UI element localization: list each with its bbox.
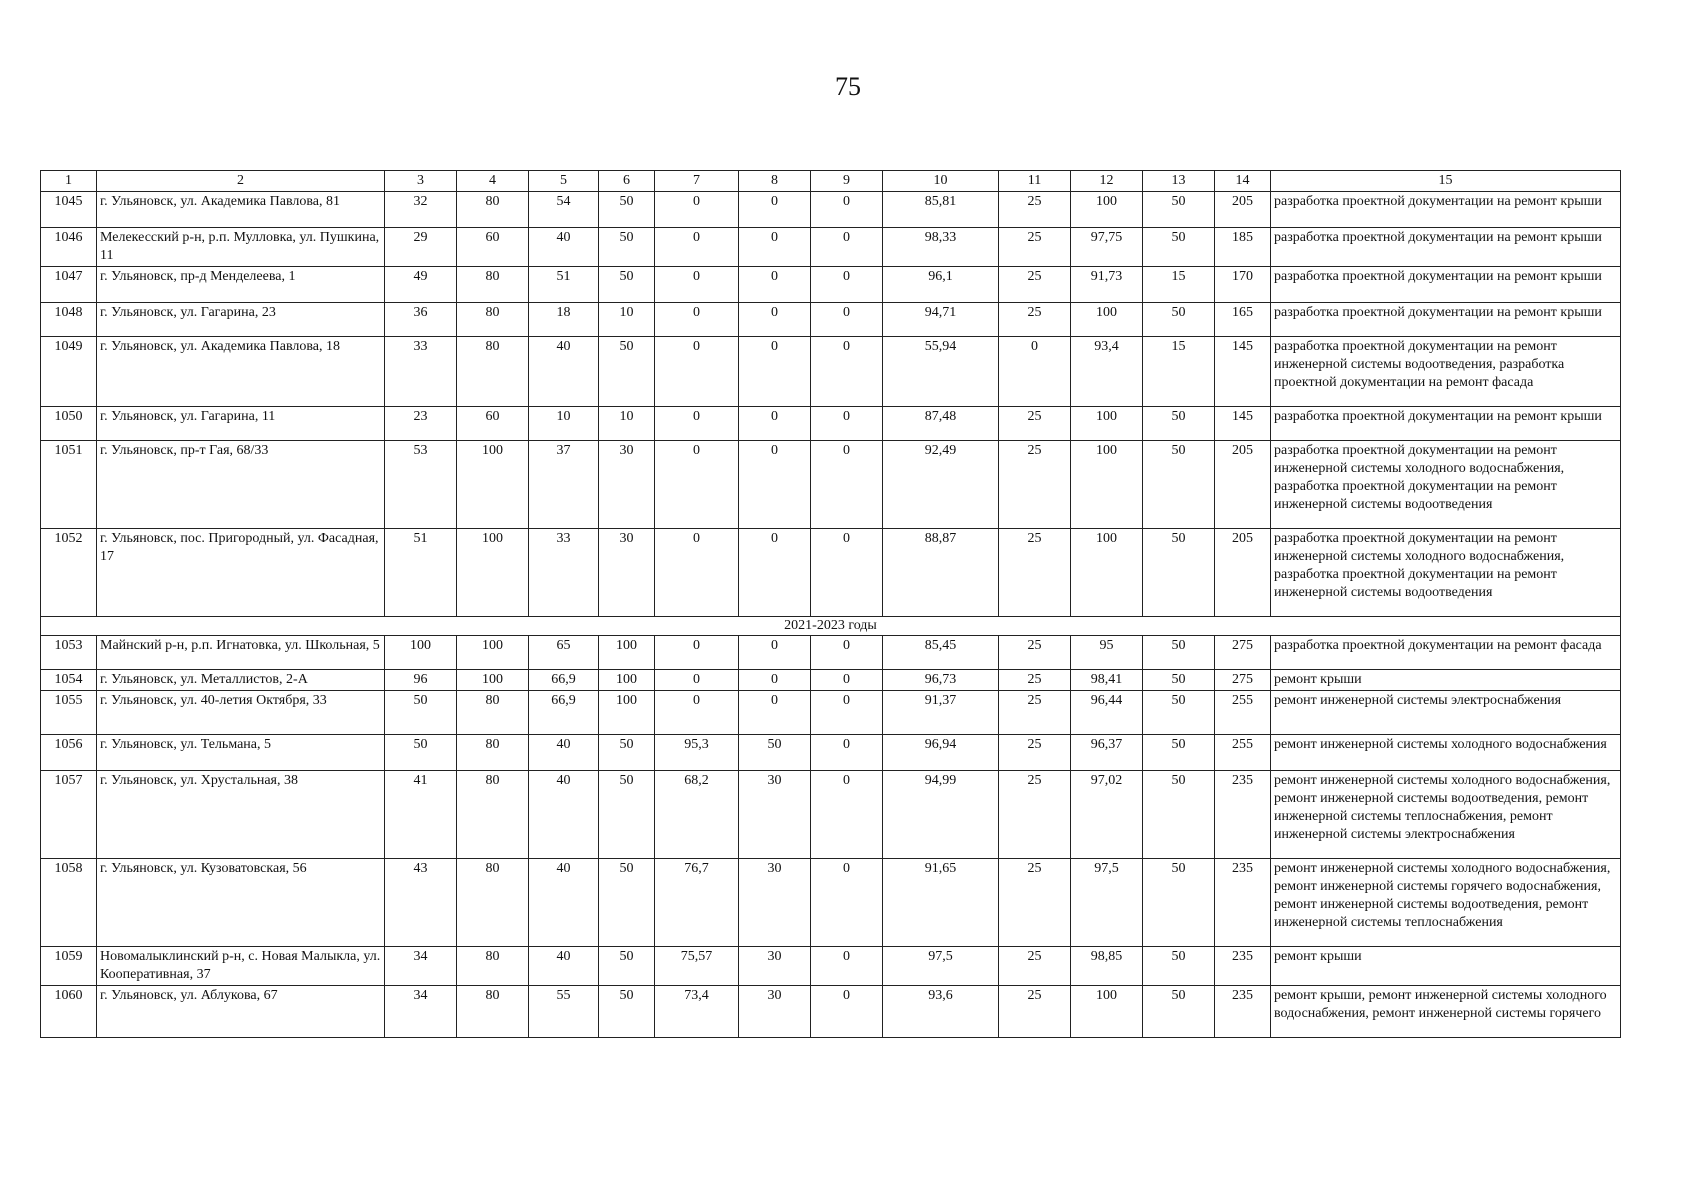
value-cell-col-4: 80 [457,947,529,986]
column-header-7: 7 [655,171,739,192]
value-cell-col-12: 100 [1071,441,1143,529]
value-cell-col-4: 80 [457,771,529,859]
value-cell-col-4: 80 [457,691,529,735]
value-cell-col-12: 100 [1071,407,1143,441]
value-cell-col-4: 80 [457,192,529,228]
column-header-6: 6 [599,171,655,192]
value-cell-col-8: 0 [739,670,811,691]
value-cell-col-4: 80 [457,267,529,303]
value-cell-col-14: 145 [1215,407,1271,441]
work-description-cell: разработка проектной документации на ремонт крыши [1271,407,1621,441]
address-cell: г. Ульяновск, ул. 40-летия Октября, 33 [97,691,385,735]
work-description-cell: ремонт крыши [1271,670,1621,691]
value-cell-col-10: 88,87 [883,529,999,617]
value-cell-col-14: 170 [1215,267,1271,303]
value-cell-col-7: 73,4 [655,986,739,1038]
value-cell-col-7: 0 [655,267,739,303]
value-cell-col-5: 40 [529,947,599,986]
address-cell: Мелекесский р-н, р.п. Мулловка, ул. Пушкина, 11 [97,228,385,267]
column-header-12: 12 [1071,171,1143,192]
section-label: 2021-2023 годы [41,617,1621,636]
value-cell-col-11: 25 [999,407,1071,441]
value-cell-col-7: 75,57 [655,947,739,986]
value-cell-col-8: 0 [739,192,811,228]
table-row [41,771,1621,859]
value-cell-col-10: 85,81 [883,192,999,228]
address-cell: г. Ульяновск, ул. Аблукова, 67 [97,986,385,1038]
value-cell-col-5: 37 [529,441,599,529]
value-cell-col-6: 50 [599,947,655,986]
work-description-cell: ремонт инженерной системы электроснабжения [1271,691,1621,735]
row-number-cell: 1045 [41,192,97,228]
column-header-8: 8 [739,171,811,192]
value-cell-col-12: 97,5 [1071,859,1143,947]
row-number-cell: 1056 [41,735,97,771]
value-cell-col-7: 0 [655,407,739,441]
row-number-cell: 1051 [41,441,97,529]
value-cell-col-9: 0 [811,441,883,529]
work-description-cell: ремонт крыши, ремонт инженерной системы холодного водоснабжения, ремонт инженерной системы горячего [1271,986,1621,1038]
work-description-cell: разработка проектной документации на ремонт крыши [1271,228,1621,267]
value-cell-col-7: 0 [655,670,739,691]
value-cell-col-9: 0 [811,691,883,735]
value-cell-col-14: 185 [1215,228,1271,267]
row-number-cell: 1047 [41,267,97,303]
value-cell-col-10: 55,94 [883,337,999,407]
address-cell: г. Ульяновск, пр-т Гая, 68/33 [97,441,385,529]
value-cell-col-9: 0 [811,192,883,228]
value-cell-col-7: 76,7 [655,859,739,947]
value-cell-col-11: 25 [999,192,1071,228]
address-cell: г. Ульяновск, ул. Металлистов, 2-А [97,670,385,691]
work-description-cell: разработка проектной документации на ремонт инженерной системы водоотведения, разработка проектной документации на ремонт фасада [1271,337,1621,407]
column-header-4: 4 [457,171,529,192]
value-cell-col-14: 165 [1215,303,1271,337]
value-cell-col-12: 100 [1071,303,1143,337]
value-cell-col-11: 0 [999,337,1071,407]
address-cell: г. Ульяновск, ул. Академика Павлова, 81 [97,192,385,228]
value-cell-col-7: 0 [655,228,739,267]
value-cell-col-8: 0 [739,691,811,735]
value-cell-col-10: 87,48 [883,407,999,441]
value-cell-col-6: 100 [599,636,655,670]
value-cell-col-11: 25 [999,986,1071,1038]
value-cell-col-3: 33 [385,337,457,407]
value-cell-col-7: 0 [655,529,739,617]
value-cell-col-9: 0 [811,337,883,407]
table-row [41,670,1621,691]
value-cell-col-13: 15 [1143,267,1215,303]
value-cell-col-11: 25 [999,771,1071,859]
value-cell-col-11: 25 [999,859,1071,947]
row-number-cell: 1055 [41,691,97,735]
value-cell-col-6: 50 [599,228,655,267]
value-cell-col-13: 50 [1143,192,1215,228]
value-cell-col-4: 80 [457,337,529,407]
value-cell-col-13: 50 [1143,771,1215,859]
value-cell-col-8: 0 [739,337,811,407]
value-cell-col-10: 91,65 [883,859,999,947]
row-number-cell: 1054 [41,670,97,691]
table-row [41,691,1621,735]
value-cell-col-9: 0 [811,735,883,771]
column-header-2: 2 [97,171,385,192]
work-description-cell: разработка проектной документации на ремонт крыши [1271,267,1621,303]
value-cell-col-13: 50 [1143,441,1215,529]
row-number-cell: 1060 [41,986,97,1038]
value-cell-col-8: 0 [739,636,811,670]
value-cell-col-10: 93,6 [883,986,999,1038]
value-cell-col-11: 25 [999,228,1071,267]
value-cell-col-12: 95 [1071,636,1143,670]
row-number-cell: 1057 [41,771,97,859]
work-description-cell: ремонт инженерной системы холодного водоснабжения, ремонт инженерной системы горячего водоснабжения, ремонт инженерной системы водоотведения, ремонт инженерной системы теплоснабжения [1271,859,1621,947]
value-cell-col-10: 85,45 [883,636,999,670]
value-cell-col-12: 98,85 [1071,947,1143,986]
value-cell-col-6: 10 [599,407,655,441]
value-cell-col-8: 50 [739,735,811,771]
address-cell: г. Ульяновск, пос. Пригородный, ул. Фасадная, 17 [97,529,385,617]
table-row [41,337,1621,407]
value-cell-col-12: 96,37 [1071,735,1143,771]
value-cell-col-12: 96,44 [1071,691,1143,735]
value-cell-col-4: 100 [457,670,529,691]
value-cell-col-13: 50 [1143,735,1215,771]
value-cell-col-7: 0 [655,303,739,337]
value-cell-col-13: 50 [1143,691,1215,735]
address-cell: г. Ульяновск, ул. Академика Павлова, 18 [97,337,385,407]
value-cell-col-5: 40 [529,337,599,407]
value-cell-col-7: 95,3 [655,735,739,771]
value-cell-col-6: 50 [599,267,655,303]
value-cell-col-7: 0 [655,636,739,670]
value-cell-col-11: 25 [999,529,1071,617]
value-cell-col-13: 50 [1143,407,1215,441]
value-cell-col-5: 40 [529,859,599,947]
value-cell-col-3: 100 [385,636,457,670]
table-body-upper [41,171,1621,617]
column-header-14: 14 [1215,171,1271,192]
work-description-cell: ремонт инженерной системы холодного водоснабжения [1271,735,1621,771]
value-cell-col-14: 235 [1215,771,1271,859]
value-cell-col-13: 50 [1143,636,1215,670]
value-cell-col-4: 80 [457,735,529,771]
value-cell-col-5: 10 [529,407,599,441]
column-header-15: 15 [1271,171,1621,192]
value-cell-col-13: 50 [1143,859,1215,947]
row-number-cell: 1046 [41,228,97,267]
page-number: 75 [835,72,861,101]
column-header-3: 3 [385,171,457,192]
value-cell-col-10: 98,33 [883,228,999,267]
value-cell-col-6: 50 [599,192,655,228]
column-number-header-row [41,171,1621,192]
value-cell-col-12: 100 [1071,529,1143,617]
column-header-9: 9 [811,171,883,192]
address-cell: г. Ульяновск, ул. Гагарина, 11 [97,407,385,441]
address-cell: Майнский р-н, р.п. Игнатовка, ул. Школьная, 5 [97,636,385,670]
table-row [41,636,1621,670]
row-number-cell: 1053 [41,636,97,670]
table-row [41,441,1621,529]
work-description-cell: ремонт крыши [1271,947,1621,986]
value-cell-col-6: 30 [599,441,655,529]
value-cell-col-9: 0 [811,859,883,947]
value-cell-col-7: 0 [655,691,739,735]
value-cell-col-8: 30 [739,947,811,986]
value-cell-col-3: 50 [385,735,457,771]
value-cell-col-5: 40 [529,228,599,267]
row-number-cell: 1059 [41,947,97,986]
table-row [41,407,1621,441]
value-cell-col-11: 25 [999,691,1071,735]
row-number-cell: 1052 [41,529,97,617]
value-cell-col-6: 100 [599,691,655,735]
value-cell-col-11: 25 [999,636,1071,670]
value-cell-col-14: 275 [1215,636,1271,670]
row-number-cell: 1049 [41,337,97,407]
value-cell-col-8: 0 [739,441,811,529]
value-cell-col-6: 50 [599,337,655,407]
value-cell-col-10: 91,37 [883,691,999,735]
value-cell-col-10: 92,49 [883,441,999,529]
value-cell-col-10: 96,94 [883,735,999,771]
value-cell-col-5: 54 [529,192,599,228]
value-cell-col-6: 100 [599,670,655,691]
value-cell-col-14: 205 [1215,192,1271,228]
table-row [41,228,1621,267]
value-cell-col-3: 96 [385,670,457,691]
value-cell-col-3: 43 [385,859,457,947]
row-number-cell: 1050 [41,407,97,441]
value-cell-col-8: 0 [739,228,811,267]
table-row [41,859,1621,947]
value-cell-col-5: 55 [529,986,599,1038]
column-header-11: 11 [999,171,1071,192]
value-cell-col-10: 94,71 [883,303,999,337]
table-row [41,986,1621,1038]
value-cell-col-6: 50 [599,735,655,771]
value-cell-col-4: 80 [457,303,529,337]
value-cell-col-4: 60 [457,228,529,267]
address-cell: г. Ульяновск, ул. Хрустальная, 38 [97,771,385,859]
value-cell-col-4: 100 [457,529,529,617]
value-cell-col-6: 30 [599,529,655,617]
value-cell-col-5: 66,9 [529,691,599,735]
column-header-1: 1 [41,171,97,192]
value-cell-col-7: 0 [655,441,739,529]
value-cell-col-11: 25 [999,441,1071,529]
value-cell-col-10: 96,1 [883,267,999,303]
row-number-cell: 1058 [41,859,97,947]
address-cell: г. Ульяновск, ул. Тельмана, 5 [97,735,385,771]
value-cell-col-3: 29 [385,228,457,267]
value-cell-col-14: 205 [1215,441,1271,529]
value-cell-col-3: 36 [385,303,457,337]
section-divider [41,617,1621,636]
work-description-cell: разработка проектной документации на ремонт инженерной системы холодного водоснабжения, разработка проектной документации на ремонт инженерной системы водоотведения [1271,529,1621,617]
value-cell-col-8: 30 [739,859,811,947]
value-cell-col-14: 235 [1215,986,1271,1038]
value-cell-col-3: 50 [385,691,457,735]
work-description-cell: ремонт инженерной системы холодного водоснабжения, ремонт инженерной системы водоотведения, ремонт инженерной системы теплоснабжения, ремонт инженерной системы электроснабжения [1271,771,1621,859]
value-cell-col-4: 80 [457,859,529,947]
value-cell-col-12: 93,4 [1071,337,1143,407]
table-row [41,529,1621,617]
value-cell-col-6: 50 [599,859,655,947]
table-row [41,267,1621,303]
value-cell-col-12: 91,73 [1071,267,1143,303]
value-cell-col-9: 0 [811,303,883,337]
value-cell-col-10: 97,5 [883,947,999,986]
value-cell-col-5: 33 [529,529,599,617]
value-cell-col-12: 100 [1071,192,1143,228]
value-cell-col-13: 50 [1143,529,1215,617]
value-cell-col-11: 25 [999,267,1071,303]
value-cell-col-5: 18 [529,303,599,337]
column-header-10: 10 [883,171,999,192]
value-cell-col-13: 50 [1143,303,1215,337]
value-cell-col-6: 50 [599,771,655,859]
value-cell-col-5: 40 [529,771,599,859]
value-cell-col-13: 50 [1143,986,1215,1038]
value-cell-col-12: 100 [1071,986,1143,1038]
value-cell-col-12: 97,02 [1071,771,1143,859]
work-description-cell: разработка проектной документации на ремонт фасада [1271,636,1621,670]
address-cell: Новомалыклинский р-н, с. Новая Малыкла, ул. Кооперативная, 37 [97,947,385,986]
value-cell-col-8: 0 [739,529,811,617]
value-cell-col-12: 97,75 [1071,228,1143,267]
value-cell-col-3: 53 [385,441,457,529]
row-number-cell: 1048 [41,303,97,337]
data-table [40,170,1621,1038]
value-cell-col-5: 51 [529,267,599,303]
value-cell-col-5: 65 [529,636,599,670]
value-cell-col-3: 41 [385,771,457,859]
value-cell-col-13: 50 [1143,947,1215,986]
address-cell: г. Ульяновск, ул. Гагарина, 23 [97,303,385,337]
column-header-13: 13 [1143,171,1215,192]
value-cell-col-3: 23 [385,407,457,441]
value-cell-col-11: 25 [999,947,1071,986]
value-cell-col-11: 25 [999,670,1071,691]
table-row [41,303,1621,337]
value-cell-col-3: 51 [385,529,457,617]
value-cell-col-13: 50 [1143,228,1215,267]
value-cell-col-3: 49 [385,267,457,303]
value-cell-col-14: 235 [1215,859,1271,947]
value-cell-col-3: 34 [385,986,457,1038]
value-cell-col-8: 0 [739,303,811,337]
value-cell-col-11: 25 [999,735,1071,771]
value-cell-col-9: 0 [811,228,883,267]
table-body-lower [41,636,1621,1038]
value-cell-col-10: 96,73 [883,670,999,691]
value-cell-col-9: 0 [811,636,883,670]
value-cell-col-4: 60 [457,407,529,441]
table-row [41,192,1621,228]
value-cell-col-8: 0 [739,267,811,303]
address-cell: г. Ульяновск, пр-д Менделеева, 1 [97,267,385,303]
value-cell-col-14: 145 [1215,337,1271,407]
value-cell-col-8: 30 [739,986,811,1038]
address-cell: г. Ульяновск, ул. Кузоватовская, 56 [97,859,385,947]
work-description-cell: разработка проектной документации на ремонт инженерной системы холодного водоснабжения, разработка проектной документации на ремонт инженерной системы водоотведения [1271,441,1621,529]
value-cell-col-9: 0 [811,771,883,859]
table-row [41,735,1621,771]
value-cell-col-5: 66,9 [529,670,599,691]
value-cell-col-7: 0 [655,192,739,228]
value-cell-col-14: 255 [1215,735,1271,771]
value-cell-col-14: 275 [1215,670,1271,691]
value-cell-col-13: 50 [1143,670,1215,691]
value-cell-col-14: 235 [1215,947,1271,986]
value-cell-col-14: 255 [1215,691,1271,735]
value-cell-col-9: 0 [811,947,883,986]
value-cell-col-4: 100 [457,441,529,529]
value-cell-col-6: 10 [599,303,655,337]
value-cell-col-9: 0 [811,670,883,691]
value-cell-col-14: 205 [1215,529,1271,617]
value-cell-col-4: 80 [457,986,529,1038]
value-cell-col-9: 0 [811,986,883,1038]
value-cell-col-9: 0 [811,407,883,441]
value-cell-col-3: 34 [385,947,457,986]
value-cell-col-3: 32 [385,192,457,228]
work-description-cell: разработка проектной документации на ремонт крыши [1271,303,1621,337]
value-cell-col-5: 40 [529,735,599,771]
value-cell-col-6: 50 [599,986,655,1038]
value-cell-col-8: 30 [739,771,811,859]
value-cell-col-11: 25 [999,303,1071,337]
column-header-5: 5 [529,171,599,192]
value-cell-col-4: 100 [457,636,529,670]
value-cell-col-7: 68,2 [655,771,739,859]
value-cell-col-9: 0 [811,267,883,303]
value-cell-col-13: 15 [1143,337,1215,407]
value-cell-col-9: 0 [811,529,883,617]
table-row [41,947,1621,986]
value-cell-col-8: 0 [739,407,811,441]
value-cell-col-10: 94,99 [883,771,999,859]
value-cell-col-7: 0 [655,337,739,407]
value-cell-col-12: 98,41 [1071,670,1143,691]
work-description-cell: разработка проектной документации на ремонт крыши [1271,192,1621,228]
